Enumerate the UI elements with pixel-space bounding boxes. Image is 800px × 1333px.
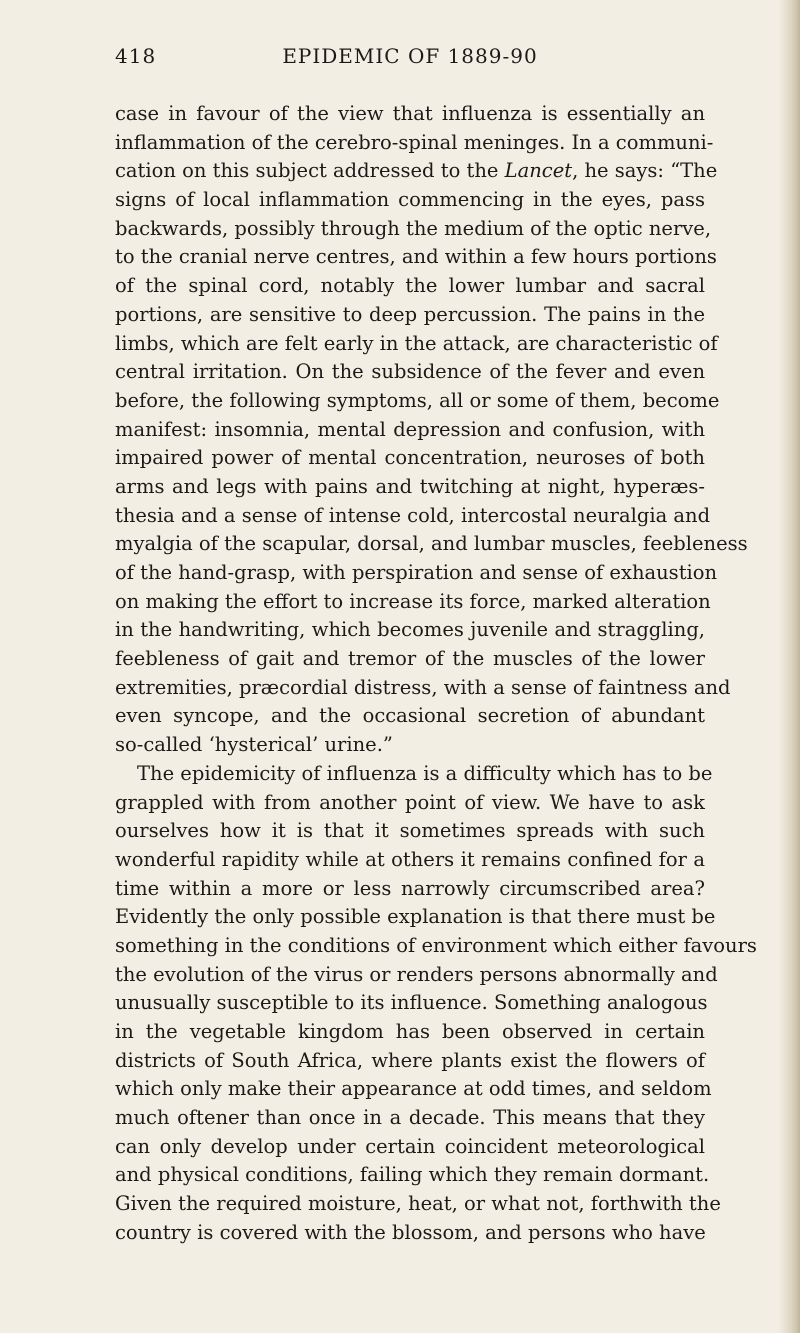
text-line: grappled with from another point of view. We have to ask [115,790,705,814]
text-line: to the cranial nerve centres, and within a few hours portions [115,245,717,269]
text-line: on making the effort to increase its force, marked alteration [115,589,711,613]
text-line: districts of South Africa, where plants exist the flowers of [115,1048,705,1072]
text-line: unusually susceptible to its influence. Something analogous [115,991,708,1015]
text-line: so-called ‘hysterical’ urine.” [115,733,393,757]
text-line: can only develop under certain coincident meteorological [115,1134,705,1158]
text-line: before, the following symptoms, all or some of them, become [115,388,720,412]
text-line: limbs, which are felt early in the attack, are characteristic of [115,331,718,355]
text-line: Given the required moisture, heat, or what not, forthwith the [115,1192,721,1216]
text-line: time within a more or less narrowly circumscribed area? [115,876,705,900]
page-header [115,44,705,74]
text-line: even syncope, and the occasional secretion of abundant [115,704,705,728]
text-line: portions, are sensitive to deep percussion. The pains in the [115,302,705,326]
text-line: country is covered with the blossom, and persons who have [115,1220,706,1244]
text-line: The epidemicity of influenza is a difficulty which has to be [137,761,713,785]
text-line: myalgia of the scapular, dorsal, and lumbar muscles, feebleness [115,532,748,556]
text-line: which only make their appearance at odd times, and seldom [115,1077,712,1101]
text-line: wonderful rapidity while at others it remains confined for a [115,847,705,871]
text-line: ourselves how it is that it sometimes spreads with such [115,819,705,843]
text-line: feebleness of gait and tremor of the muscles of the lower [115,647,705,671]
journal-title: Lancet [504,159,573,183]
text-line: impaired power of mental concentration, neuroses of both [115,446,705,470]
text-line: something in the conditions of environment which either favours [115,933,757,957]
text-line: and physical conditions, failing which they remain dormant. [115,1163,710,1187]
body-text [115,100,757,1248]
text-line: signs of local inflammation commencing in the eyes, pass [115,188,705,212]
text-line: backwards, possibly through the medium of the optic nerve, [115,216,712,240]
text-line: arms and legs with pains and twitching at night, hyperæs- [115,474,705,498]
page-edge-shadow [778,0,800,1333]
text-line: much oftener than once in a decade. This means that they [115,1106,705,1130]
text-line: case in favour of the view that influenza is essentially an [115,102,705,125]
text-line: of the hand-grasp, with perspiration and sense of exhaustion [115,561,718,584]
page-number: 418 [115,44,157,68]
text-line: extremities, præcordial distress, with a sense of faintness and [115,675,731,699]
text-line: in the handwriting, which becomes juvenile and straggling, [115,618,705,642]
text-line: the evolution of the virus or renders persons abnormally and [115,962,718,986]
text-line: of the spinal cord, notably the lower lumbar and sacral [115,274,705,298]
text-line: in the vegetable kingdom has been observed in certain [115,1020,705,1043]
text-line: Evidently the only possible explanation is that there must be [115,905,716,929]
running-title: EPIDEMIC OF 1889-90 [282,44,538,68]
text-line: thesia and a sense of intense cold, intercostal neuralgia and [115,503,711,527]
text-line: cation on this subject addressed to the Lancet, he says: “The [115,159,718,183]
text-line: inflammation of the cerebro-spinal meninges. In a communi- [115,130,714,154]
text-line: central irritation. On the subsidence of the fever and even [115,360,705,384]
text-line: manifest: insomnia, mental depression and confusion, with [115,417,705,441]
